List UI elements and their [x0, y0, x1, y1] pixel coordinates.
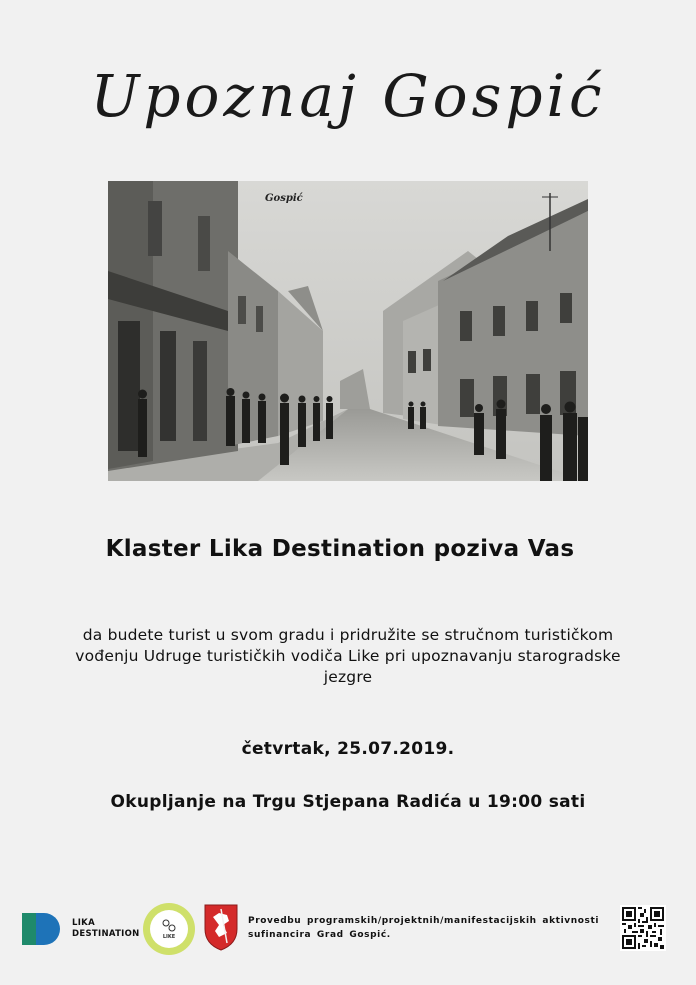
poster-title: Upoznaj Gospić — [90, 62, 606, 130]
intro-text: da budete turist u svom gradu i pridružite se stručnom turističkom vođenju Udruge turističkih vodiča Like pri upoznavanju starogradske jezgre — [75, 626, 621, 686]
street-illustration — [108, 181, 588, 481]
footer — [0, 895, 696, 965]
lika-destination-logo-icon — [22, 913, 62, 945]
qr-code-icon[interactable] — [620, 905, 666, 951]
guides-association-badge-icon — [143, 903, 195, 955]
event-date: četvrtak, 25.07.2019. — [241, 739, 455, 759]
meeting-point: Okupljanje na Trgu Stjepana Radića u 19:00 sati — [110, 792, 586, 812]
historic-street-photo — [108, 181, 588, 481]
badge-figure-icon — [161, 919, 177, 933]
funding-note: Provedbu programskih/projektnih/manifestacijskih aktivnosti sufinancira Grad Gospić. — [248, 916, 600, 940]
logo-line-1: LIKA — [72, 918, 95, 928]
photo-caption: Gospić — [265, 193, 303, 204]
headline: Klaster Lika Destination poziva Vas — [105, 536, 575, 562]
gospic-coat-of-arms-icon — [203, 903, 239, 951]
badge-text: LIKE — [162, 933, 176, 940]
logo-line-2: DESTINATION — [72, 929, 140, 939]
badge-inner — [150, 910, 188, 948]
lika-destination-logo-text — [72, 918, 140, 940]
